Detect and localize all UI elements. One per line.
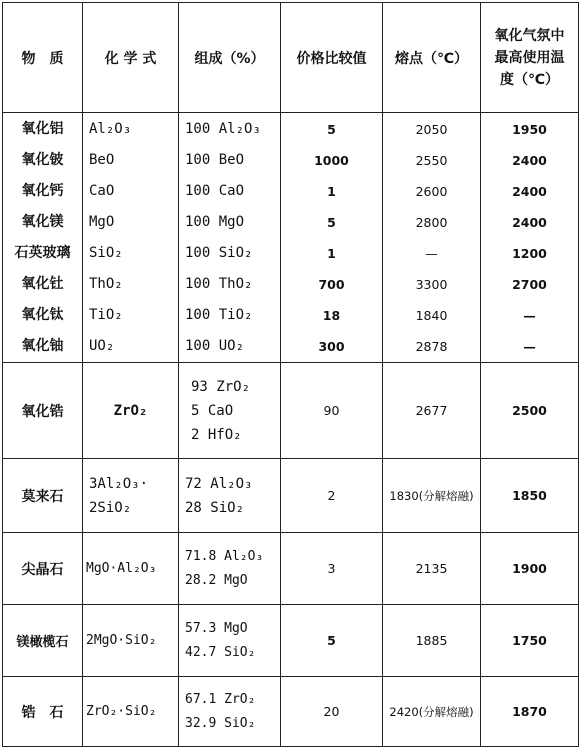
composition: [179, 363, 281, 459]
melting-point: 2550: [415, 152, 448, 168]
composition-line: 32.9 SiO₂: [185, 715, 256, 731]
header-row: [3, 3, 579, 113]
header-max-temp-line: 氧化气氛中: [494, 27, 565, 44]
composition: 100 Al₂O₃: [185, 120, 261, 137]
price-value: 2: [281, 459, 383, 533]
table-row-zro2: [3, 363, 579, 459]
composition-line: 57.3 MgO: [185, 620, 248, 636]
max-temperature: —: [523, 338, 536, 354]
composition-line: 5 CaO: [191, 402, 234, 419]
price-value: 3: [281, 533, 383, 605]
substance-name: 氧化铍: [21, 151, 64, 168]
max-temperature: 2400: [512, 214, 547, 230]
price-value: 18: [322, 307, 341, 323]
composition: 100 ThO₂: [185, 275, 253, 292]
composition-line: 42.7 SiO₂: [185, 644, 256, 660]
composition: 100 CaO: [185, 182, 245, 199]
composition: [179, 677, 281, 747]
simple-formulas-cell: [83, 113, 179, 363]
substance-name: 氧化锆: [3, 363, 83, 459]
price-value: 5: [327, 121, 336, 137]
price-value: 90: [281, 363, 383, 459]
simple-melting-cell: [383, 113, 481, 363]
header-melting-point: 熔点（℃）: [383, 3, 481, 113]
price-value: 1: [327, 245, 336, 261]
header-max-temp-line: 度（℃）: [500, 71, 559, 88]
chemical-formula: MgO: [89, 213, 115, 230]
simple-compositions-cell: [179, 113, 281, 363]
simple-names-cell: [3, 113, 83, 363]
header-max-temp-line: 最高使用温: [494, 49, 565, 66]
substance-name: 氧化镁: [21, 213, 64, 230]
table-wrapper: [2, 2, 578, 746]
melting-point: 2600: [415, 183, 448, 199]
substance-name: 镁橄榄石: [3, 605, 83, 677]
header-price: 价格比较值: [281, 3, 383, 113]
melting-point: 1830(分解熔融): [383, 459, 481, 533]
composition: 100 SiO₂: [185, 244, 253, 261]
chemical-formula: ThO₂: [89, 275, 123, 292]
substance-name: 氧化钍: [21, 275, 64, 292]
substance-name: 氧化铀: [21, 337, 64, 354]
max-temperature: 1850: [481, 459, 579, 533]
price-value: 1: [327, 183, 336, 199]
simple-maxtemp-cell: [481, 113, 579, 363]
composition: 100 MgO: [185, 213, 245, 230]
oxide-properties-table: [2, 2, 579, 747]
table-row-zircon: [3, 677, 579, 747]
simple-prices-cell: [281, 113, 383, 363]
chemical-formula: ZrO₂·SiO₂: [83, 677, 179, 747]
price-value: 5: [327, 214, 336, 230]
formula-line: 2SiO₂: [89, 499, 132, 516]
chemical-formula: CaO: [89, 182, 115, 199]
chemical-formula: [83, 459, 179, 533]
composition-line: 93 ZrO₂: [191, 378, 251, 395]
composition-line: 28.2 MgO: [185, 572, 248, 588]
chemical-formula: MgO·Al₂O₃: [83, 533, 179, 605]
composition: 100 BeO: [185, 151, 245, 168]
melting-point: 2050: [415, 121, 448, 137]
melting-point: 2800: [415, 214, 448, 230]
chemical-formula: Al₂O₃: [89, 120, 132, 137]
melting-point: 2677: [383, 363, 481, 459]
substance-name: 尖晶石: [3, 533, 83, 605]
max-temperature: 1950: [512, 121, 547, 137]
header-composition: 组成（%）: [179, 3, 281, 113]
melting-point: 3300: [415, 276, 448, 292]
max-temperature: 2700: [512, 276, 547, 292]
price-value: 1000: [314, 152, 349, 168]
max-temperature: 1900: [481, 533, 579, 605]
melting-point: —: [425, 245, 438, 261]
melting-point: 2420(分解熔融): [383, 677, 481, 747]
melting-point: 1885: [383, 605, 481, 677]
substance-name: 石英玻璃: [14, 244, 71, 261]
composition-line: 28 SiO₂: [185, 499, 245, 516]
header-formula: 化 学 式: [83, 3, 179, 113]
melting-point: 2878: [415, 338, 448, 354]
substance-name: 氧化钙: [21, 182, 64, 199]
header-substance: 物 质: [3, 3, 83, 113]
composition: [179, 459, 281, 533]
composition: [179, 533, 281, 605]
table-row-forsterite: [3, 605, 579, 677]
chemical-formula: SiO₂: [89, 244, 123, 261]
composition: 100 UO₂: [185, 337, 245, 354]
melting-point: 2135: [383, 533, 481, 605]
composition: [179, 605, 281, 677]
max-temperature: 2500: [481, 363, 579, 459]
price-value: 300: [318, 338, 345, 354]
composition-line: 72 Al₂O₃: [185, 475, 253, 492]
price-value: 700: [318, 276, 345, 292]
composition: 100 TiO₂: [185, 306, 253, 323]
price-value: 5: [281, 605, 383, 677]
composition-line: 2 HfO₂: [191, 426, 242, 443]
chemical-formula: UO₂: [89, 337, 115, 354]
max-temperature: 1750: [481, 605, 579, 677]
header-max-temp: [481, 3, 579, 113]
max-temperature: 2400: [512, 152, 547, 168]
composition-line: 67.1 ZrO₂: [185, 691, 256, 707]
substance-name: 锆 石: [3, 677, 83, 747]
chemical-formula: 2MgO·SiO₂: [83, 605, 179, 677]
formula-line: 3Al₂O₃·: [89, 475, 149, 492]
chemical-formula: ZrO₂: [83, 363, 179, 459]
composition-line: 71.8 Al₂O₃: [185, 548, 264, 564]
melting-point: 1840: [415, 307, 448, 323]
max-temperature: 2400: [512, 183, 547, 199]
chemical-formula: TiO₂: [89, 306, 123, 323]
simple-oxides-row: [3, 113, 579, 363]
max-temperature: —: [523, 307, 536, 323]
substance-name: 氧化铝: [21, 120, 64, 137]
substance-name: 莫来石: [3, 459, 83, 533]
substance-name: 氧化钛: [21, 306, 64, 323]
max-temperature: 1200: [512, 245, 547, 261]
table-row-spinel: [3, 533, 579, 605]
max-temperature: 1870: [481, 677, 579, 747]
price-value: 20: [281, 677, 383, 747]
table-row-mullite: [3, 459, 579, 533]
chemical-formula: BeO: [89, 151, 115, 168]
